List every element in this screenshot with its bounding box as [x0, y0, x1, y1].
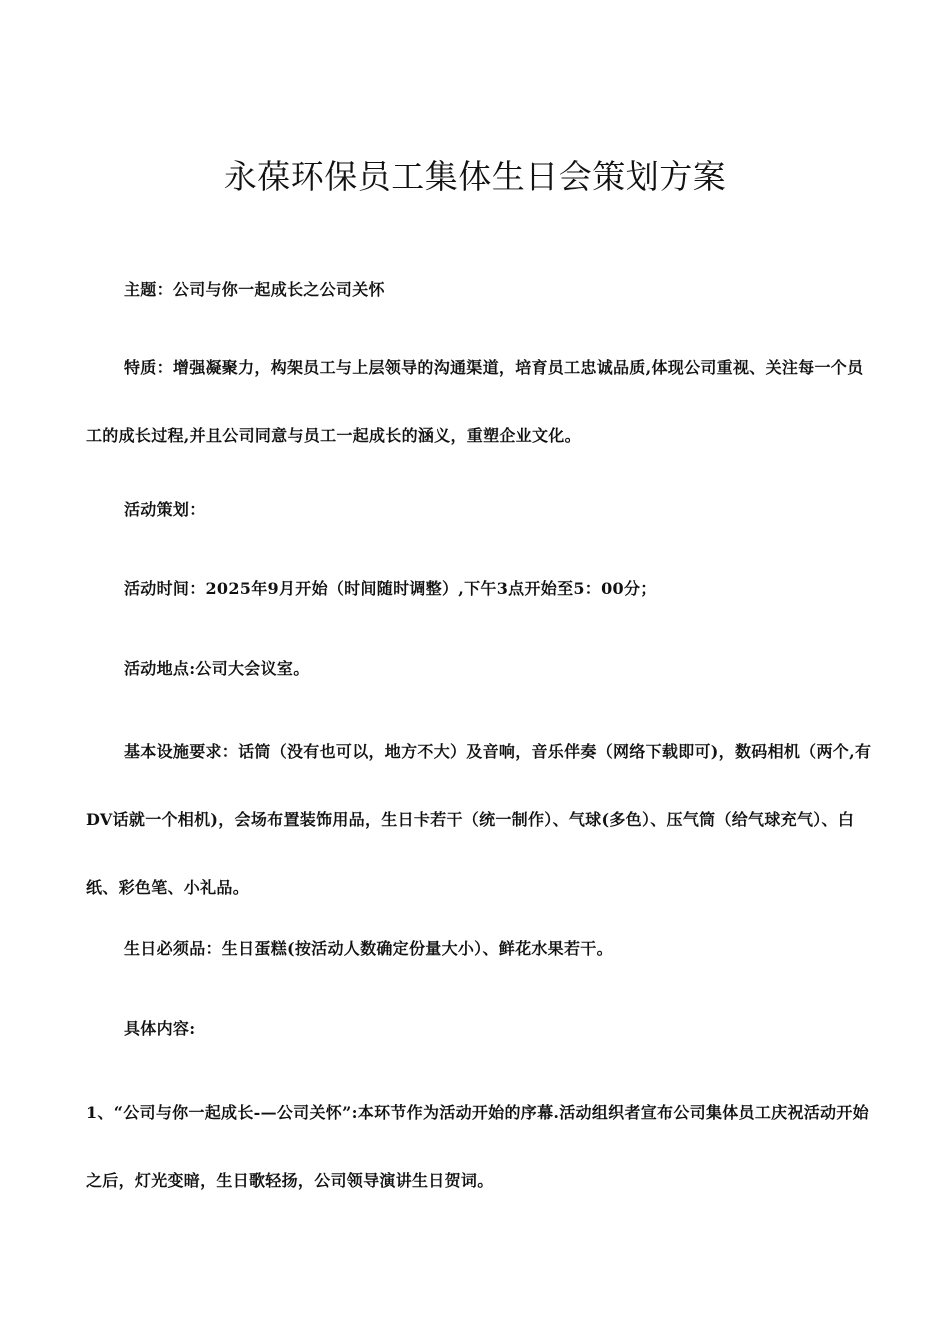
paragraph-activity-location: 活动地点:公司大会议室。	[124, 659, 310, 678]
paragraph-activity-planning: 活动策划：	[124, 500, 206, 519]
paragraph-activity-time: 活动时间：2025年9月开始（时间随时调整）,下午3点开始至5：00分；	[124, 579, 657, 598]
paragraph-features: 特质：增强凝聚力，构架员工与上层领导的沟通渠道，培育员工忠诚品质,体现公司重视、关注每一个员工的成长过程,并且公司同意与员工一起成长的涵义，重塑企业文化。	[86, 358, 864, 445]
paragraph-theme: 主题：公司与你一起成长之公司关怀	[124, 280, 385, 299]
paragraph-facilities: 基本设施要求：话筒（没有也可以，地方不大）及音响，音乐伴奏（网络下载即可)，数码相机（两个,有DV话就一个相机)，会场布置装饰用品，生日卡若干（统一制作）、气球(多色）、压气筒（给气球充气）、白纸、彩色笔、小礼品。	[86, 742, 872, 897]
paragraph-birthday-essentials: 生日必须品：生日蛋糕(按活动人数确定份量大小）、鲜花水果若干。	[124, 939, 613, 958]
document-title: 永葆环保员工集体生日会策划方案	[223, 157, 727, 196]
paragraph-item-1: 1、“公司与你一起成长-—公司关怀”:本环节作为活动开始的序幕.活动组织者宣布公司集体员工庆祝活动开始之后，灯光变暗，生日歌轻扬，公司领导演讲生日贺词。	[86, 1103, 869, 1190]
paragraph-specific-content: 具体内容:	[124, 1019, 196, 1038]
